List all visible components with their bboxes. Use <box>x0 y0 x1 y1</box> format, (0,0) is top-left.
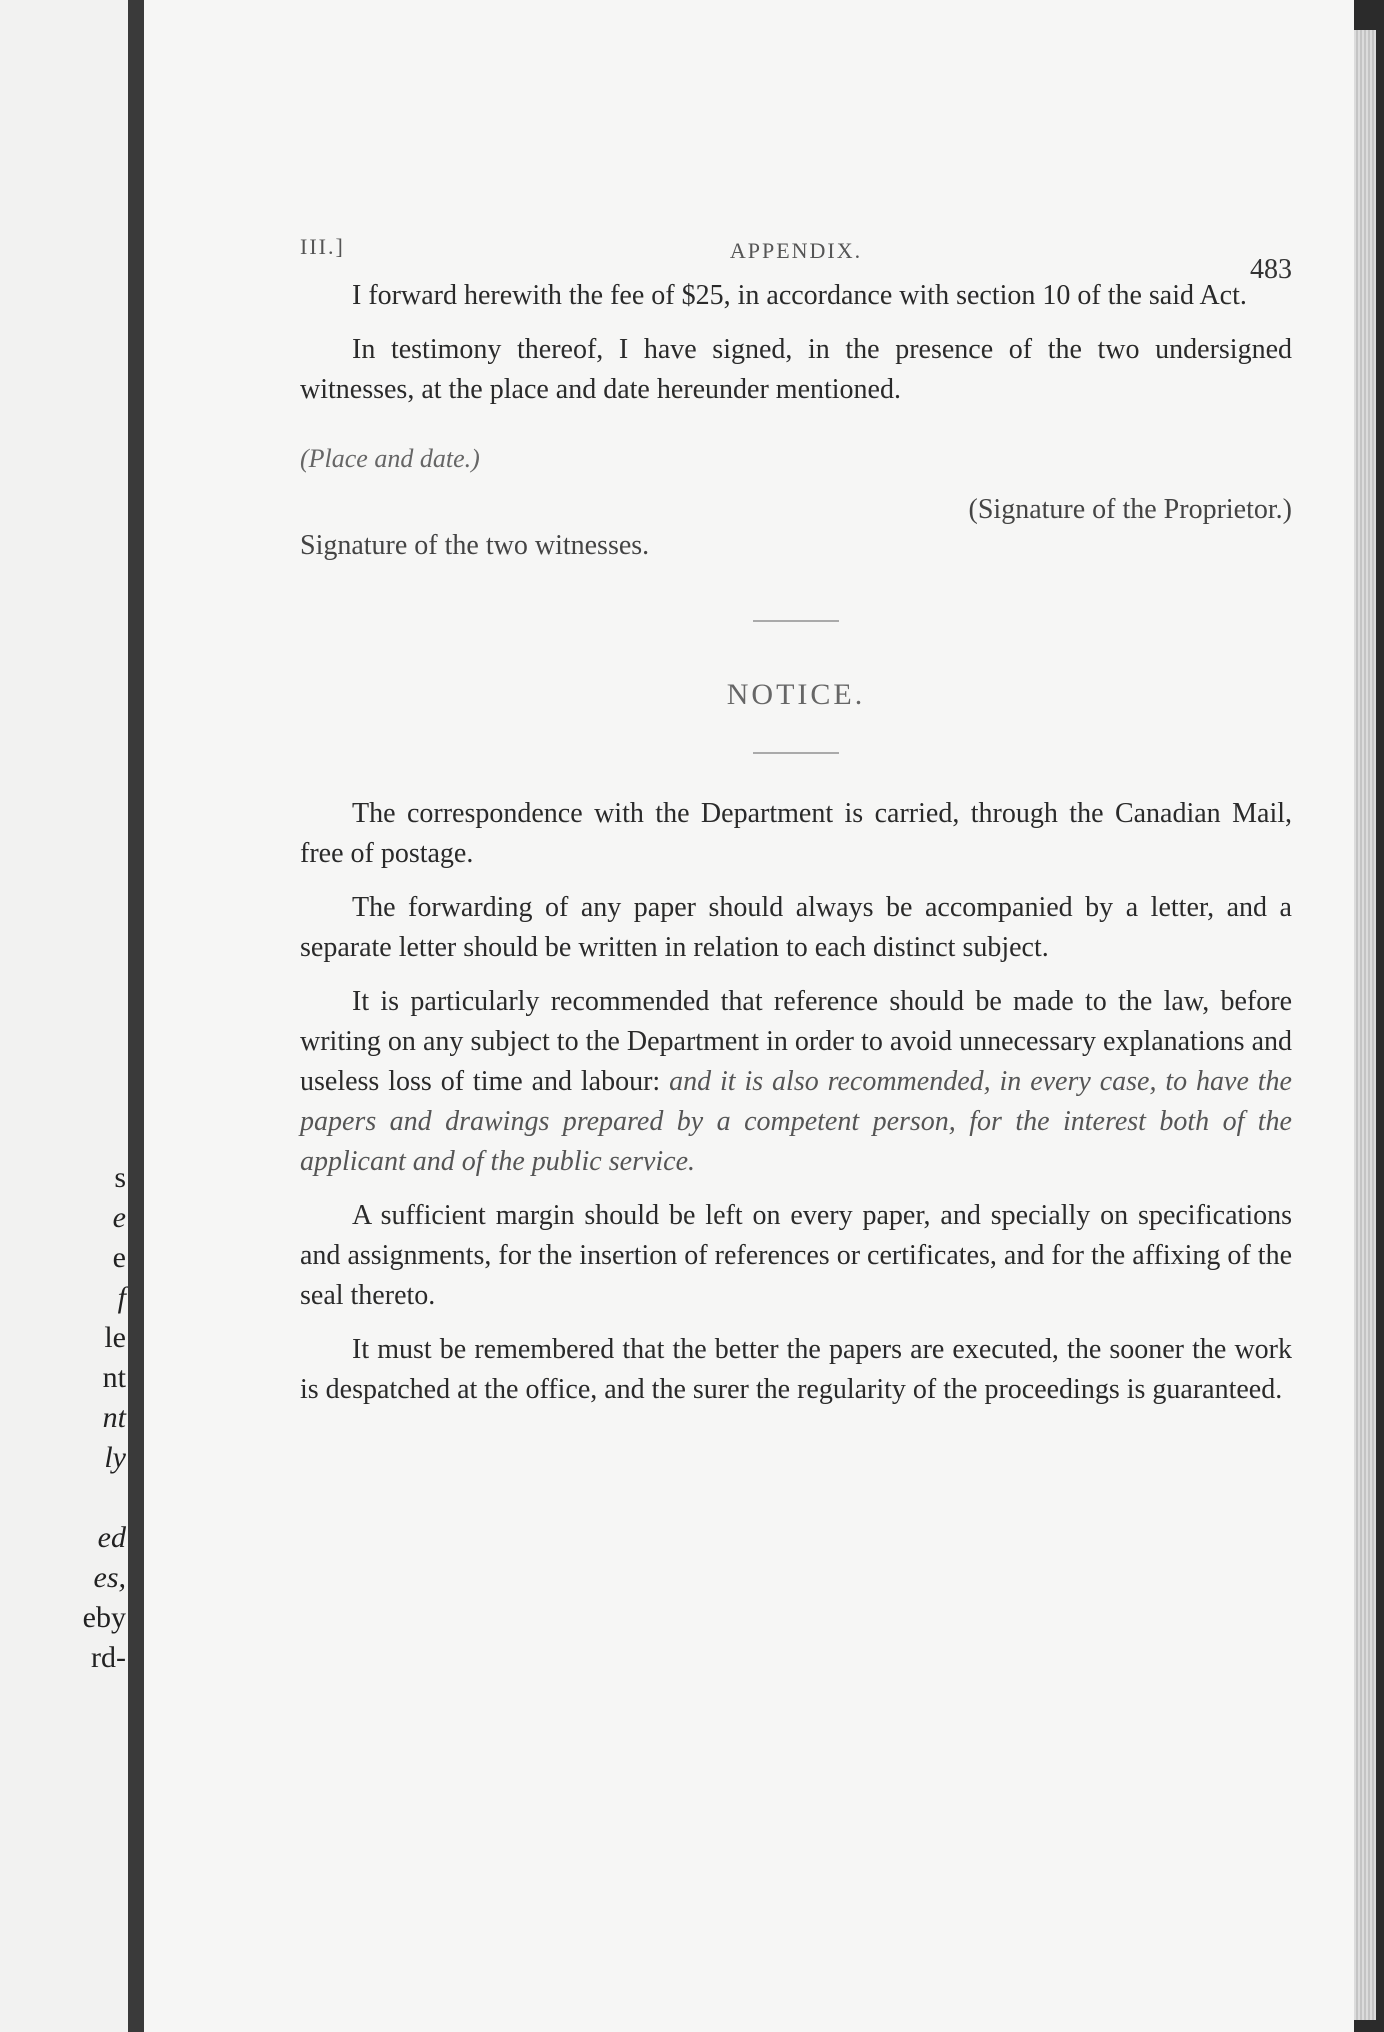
notice-heading: NOTICE. <box>726 678 866 711</box>
left-page <box>0 0 128 2032</box>
notice-paragraph: The forwarding of any paper should always be accompanied by a letter, and a separate letter should be written in relation to each distinct subject. <box>300 892 1292 963</box>
left-fragment: es, <box>93 1561 126 1594</box>
testimony-paragraph: In testimony thereof, I have signed, in the presence of the two undersigned witnesses, at the place and date hereunder mentioned. <box>300 334 1292 405</box>
left-fragment: eby <box>82 1601 126 1634</box>
left-fragment: le <box>104 1321 126 1354</box>
right-page <box>144 0 1354 2032</box>
left-fragment: s <box>114 1161 126 1194</box>
left-fragment: e <box>112 1201 126 1234</box>
divider-rule <box>753 620 839 622</box>
signature-witnesses: Signature of the two witnesses. <box>300 530 650 561</box>
left-fragment: rd- <box>91 1641 126 1674</box>
left-fragment: ly <box>104 1441 126 1474</box>
place-and-date: (Place and date.) <box>300 444 480 473</box>
page-stack-edge <box>1354 30 1376 2020</box>
left-fragment: f <box>117 1281 126 1314</box>
page-title: APPENDIX. <box>729 238 863 263</box>
notice-text: It is particularly recommended that reference should be made to the law, before writing on any subject to the Department in order to avoid unnecessary explanations and useless loss of time and labour: <box>300 986 1292 1097</box>
notice-italic-text: and it is also recommended, in every case, to have the papers and drawings prepared by a competent person, for the interest both of the applicant and of the public service. <box>300 1066 1292 1177</box>
chapter-marker: III.] <box>300 234 345 259</box>
notice-paragraph: A sufficient margin should be left on every paper, and specially on specifications and assignments, for the insertion of references or certificates, and for the affixing of the seal thereto. <box>300 1200 1292 1311</box>
divider-rule <box>753 752 839 754</box>
book-gutter <box>128 0 144 2032</box>
left-fragment: ed <box>97 1521 126 1554</box>
notice-paragraph <box>300 982 1292 1182</box>
left-fragment-gap <box>66 1478 126 1518</box>
fee-paragraph: I forward herewith the fee of $25, in accordance with section 10 of the said Act. <box>352 280 1247 311</box>
left-page-fragments <box>66 1158 126 1678</box>
running-head <box>300 226 1292 285</box>
left-fragment: nt <box>102 1401 126 1434</box>
left-fragment: e <box>112 1241 126 1274</box>
page-number: 483 <box>1250 254 1292 285</box>
signature-proprietor: (Signature of the Proprietor.) <box>968 494 1292 525</box>
page-text-block <box>300 226 1292 1424</box>
notice-paragraph: The correspondence with the Department is carried, through the Canadian Mail, free of postage. <box>300 798 1292 869</box>
left-fragment: nt <box>102 1361 126 1394</box>
notice-paragraph: It must be remembered that the better the papers are executed, the sooner the work is despatched at the office, and the surer the regularity of the proceedings is guaranteed. <box>300 1334 1292 1405</box>
